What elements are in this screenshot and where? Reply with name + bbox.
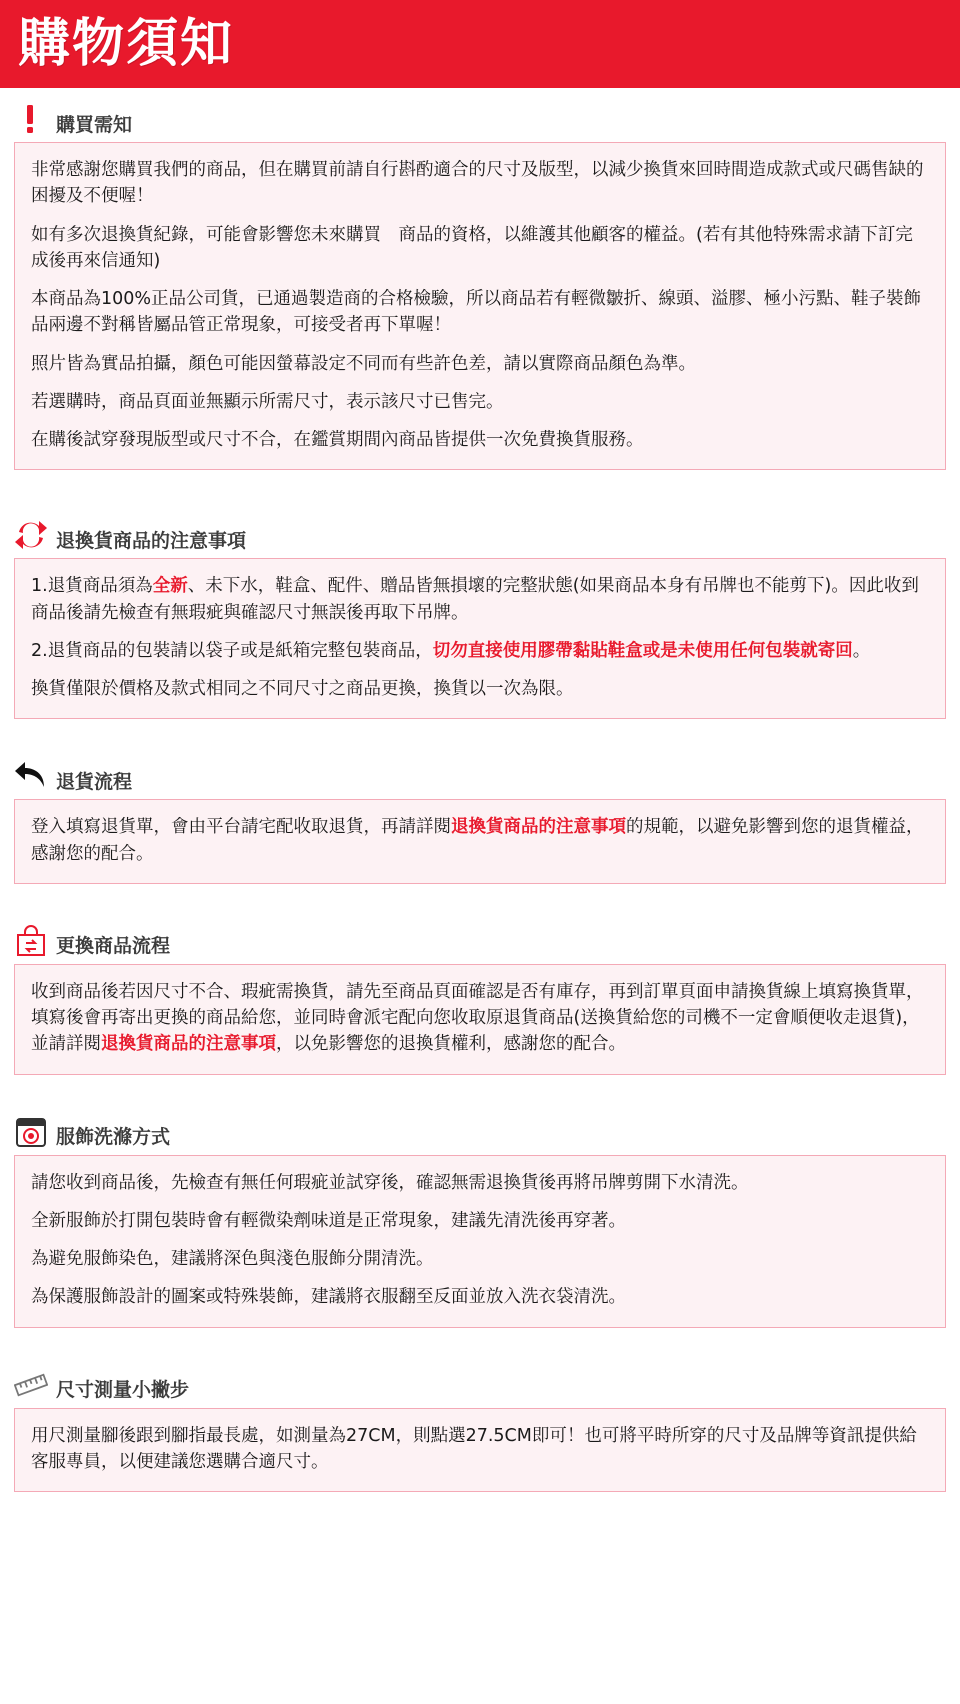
section [14, 745, 946, 884]
body-text: 收到商品後若因尺寸不合、瑕疵需換貨，請先至商品頁面確認是否有庫存，再到訂單頁面申請換貨線上填寫換貨單，填寫後會再寄出更換的商品給您，並同時會派宅配向您收取原退貨商品(送換貨給您的司機不一定會順便收走退貨)，並請詳閱 [31, 981, 924, 1055]
emphasis-text: 退換貨商品的注意事項 [451, 817, 626, 838]
section-header [14, 88, 946, 142]
paragraph [31, 351, 929, 377]
body-text: 在購後試穿發現版型或尺寸不合，在鑑賞期間內商品皆提供一次免費換貨服務。 [31, 430, 644, 450]
section-title: 尺寸測量小撇步 [56, 1379, 190, 1401]
ruler-icon [14, 1368, 48, 1402]
body-text: 請您收到商品後，先檢查有無任何瑕疵並試穿後，確認無需退換貨後再將吊牌剪開下水清洗。 [31, 1172, 749, 1193]
body-text: 如有多次退換貨紀錄，可能會影響您未來購買 商品的資格，以維護其他顧客的權益。(若有其他特殊需求請下訂完成後再來信通知) [31, 224, 913, 271]
section-spacer [0, 1492, 960, 1518]
section-header [14, 745, 946, 799]
body-text: 的規範，以避免影響到您的退貨權益，感謝您的配合。 [31, 817, 924, 864]
paragraph [31, 427, 929, 453]
section-body [14, 964, 946, 1075]
paragraph [31, 573, 929, 626]
page-banner [0, 0, 960, 88]
body-text: 全新服飾於打開包裝時會有輕微染劑味道是正常現象，建議先清洗後再穿著。 [31, 1210, 626, 1231]
return-arrow-icon [14, 759, 48, 793]
section [14, 910, 946, 1075]
body-text: 登入填寫退貨單，會由平台請宅配收取退貨，再請詳閱 [31, 817, 451, 838]
section-title: 退貨流程 [56, 770, 133, 793]
section-header [14, 1101, 946, 1155]
section-spacer [0, 1075, 960, 1101]
sections-container [0, 88, 960, 1518]
shopping-bag-exchange-icon [14, 924, 48, 958]
section-title: 服飾洗滌方式 [56, 1126, 171, 1148]
paragraph [31, 389, 929, 415]
section [14, 504, 946, 719]
section-header [14, 1354, 946, 1408]
exchange-arrows-icon [14, 518, 48, 552]
section-spacer [0, 884, 960, 910]
section-title: 退換貨商品的注意事項 [56, 529, 247, 552]
section-header [14, 504, 946, 558]
section [14, 88, 946, 470]
body-text: 用尺測量腳後跟到腳指最長處，如測量為27CM，則點選27.5CM即可！也可將平時所穿的尺寸及品牌等資訊提供給客服專員，以便建議您選購合適尺寸。 [31, 1425, 917, 1472]
paragraph [31, 676, 929, 702]
section-body [14, 142, 946, 470]
emphasis-text: 全新 [152, 576, 188, 597]
paragraph [31, 157, 929, 210]
body-text: 非常感謝您購買我們的商品，但在購買前請自行斟酌適合的尺寸及版型，以減少換貨來回時間造成款式或尺碼售缺的困擾及不便喔！ [31, 160, 924, 207]
emphasis-text: 切勿直接使用膠帶黏貼鞋盒或是未使用任何包裝就寄回 [432, 640, 853, 661]
emphasis-text: 退換貨商品的注意事項 [101, 1034, 276, 1055]
body-text: 2.退貨商品的包裝請以袋子或是紙箱完整包裝商品， [31, 640, 433, 661]
washing-machine-icon [14, 1115, 48, 1149]
paragraph [31, 1423, 929, 1476]
paragraph [31, 638, 929, 664]
section [14, 1101, 946, 1328]
paragraph [31, 1246, 929, 1272]
paragraph [31, 286, 929, 339]
paragraph [31, 1208, 929, 1234]
page-title: 購物須知 [18, 14, 235, 74]
section-body [14, 558, 946, 719]
paragraph [31, 979, 929, 1058]
section [14, 1354, 946, 1493]
section-body [14, 799, 946, 884]
body-text: 照片皆為實品拍攝，顏色可能因螢幕設定不同而有些許色差，請以實際商品顏色為準。 [31, 353, 696, 374]
section-spacer [0, 470, 960, 504]
body-text: 、未下水，鞋盒、配件、贈品皆無損壞的完整狀態(如果商品本身有吊牌也不能剪下)。因此收到商品後請先檢查有無瑕疵與確認尺寸無誤後再取下吊牌。 [31, 576, 919, 623]
paragraph [31, 222, 929, 275]
paragraph [31, 814, 929, 867]
body-text: 為避免服飾染色，建議將深色與淺色服飾分開清洗。 [31, 1249, 434, 1269]
body-text: 本商品為100%正品公司貨，已通過製造商的合格檢驗，所以商品若有輕微皺折、線頭、溢膠、極小污點、鞋子裝飾品兩邊不對稱皆屬品管正常現象，可接受者再下單喔！ [31, 289, 922, 336]
exclamation-icon [14, 102, 48, 136]
paragraph [31, 1170, 929, 1196]
section-spacer [0, 719, 960, 745]
paragraph [31, 1284, 929, 1310]
section-title: 更換商品流程 [56, 935, 171, 958]
body-text: 換貨僅限於價格及款式相同之不同尺寸之商品更換，換貨以一次為限。 [31, 679, 574, 699]
body-text: 為保護服飾設計的圖案或特殊裝飾，建議將衣服翻至反面並放入洗衣袋清洗。 [31, 1287, 626, 1308]
section-body [14, 1408, 946, 1493]
section-body [14, 1155, 946, 1328]
body-text: 若選購時，商品頁面並無顯示所需尺寸，表示該尺寸已售完。 [31, 391, 504, 412]
section-title: 購買需知 [56, 113, 133, 136]
section-spacer [0, 1328, 960, 1354]
section-header [14, 910, 946, 964]
body-text: ，以免影響您的退換貨權利，感謝您的配合。 [276, 1034, 626, 1055]
body-text: 。 [852, 640, 871, 661]
body-text: 1.退貨商品須為 [31, 576, 153, 597]
